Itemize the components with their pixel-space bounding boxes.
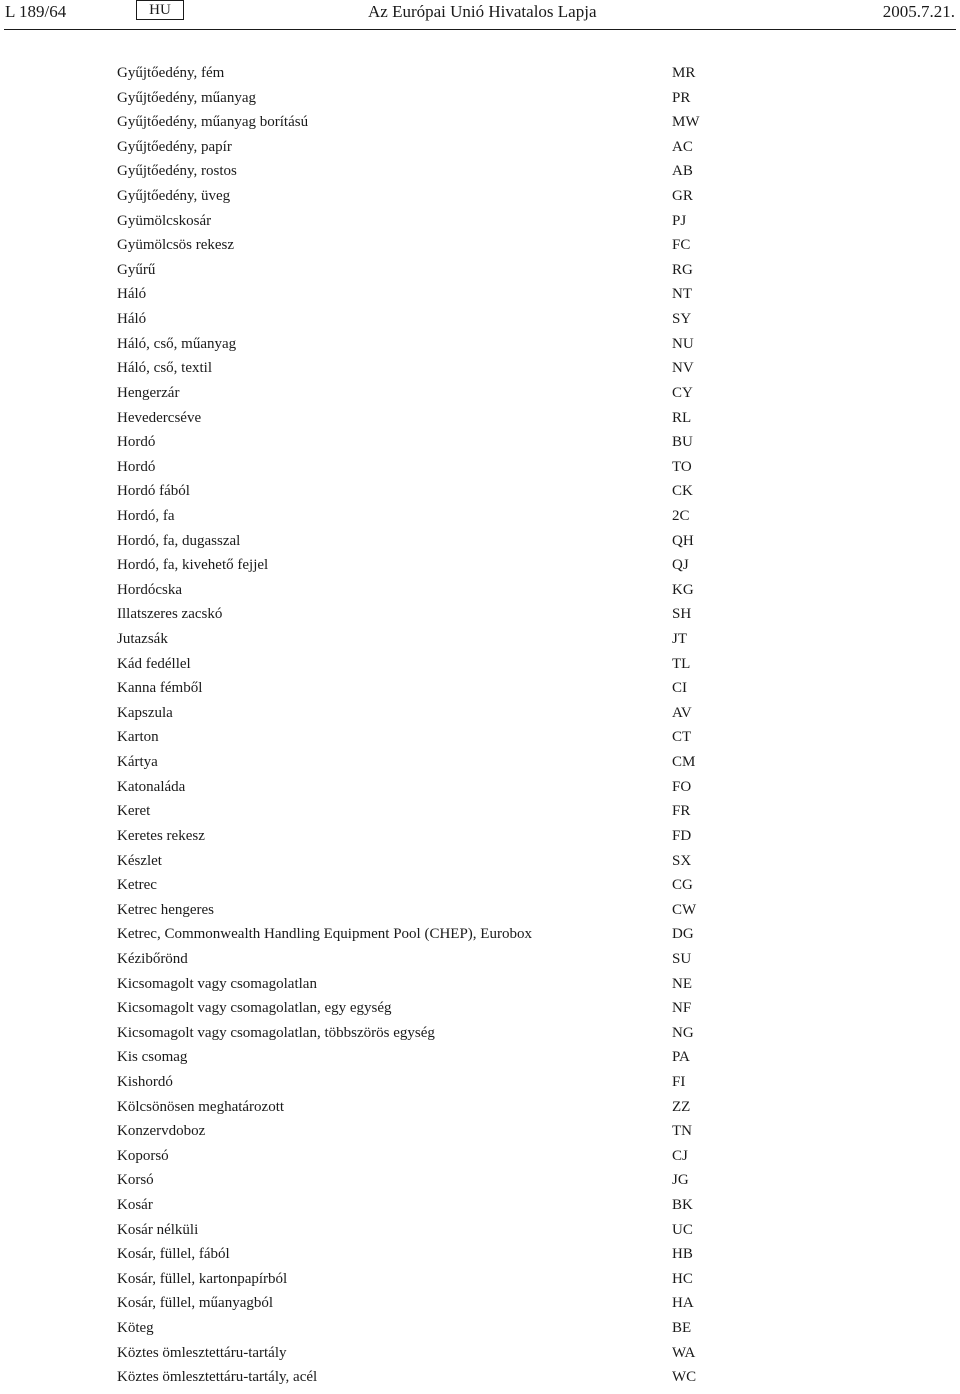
package-description: Kézibőrönd xyxy=(117,950,188,967)
table-row xyxy=(0,1099,960,1124)
table-row xyxy=(0,237,960,262)
package-code: WA xyxy=(672,1344,696,1361)
package-code: TO xyxy=(672,458,692,475)
language-badge: HU xyxy=(136,0,184,20)
package-description: Gyümölcskosár xyxy=(117,212,212,229)
package-description: Gyűjtőedény, műanyag xyxy=(117,89,256,106)
table-row xyxy=(0,1222,960,1247)
packaging-code-table xyxy=(0,65,960,1394)
package-code: PJ xyxy=(672,212,687,229)
package-description: Hordó fából xyxy=(117,483,190,500)
package-description: Keretes rekesz xyxy=(117,827,205,844)
package-description: Kicsomagolt vagy csomagolatlan xyxy=(117,975,317,992)
table-row xyxy=(0,877,960,902)
package-description: Katonaláda xyxy=(117,778,186,795)
table-row xyxy=(0,779,960,804)
package-code: QJ xyxy=(672,557,689,574)
package-description: Kölcsönösen meghatározott xyxy=(117,1098,285,1115)
table-row xyxy=(0,976,960,1001)
package-description: Keret xyxy=(117,803,151,820)
package-description: Illatszeres zacskó xyxy=(117,606,223,623)
package-code: SY xyxy=(672,311,692,328)
package-code: 2C xyxy=(672,507,690,524)
package-code: JG xyxy=(672,1172,689,1189)
package-description: Hevedercséve xyxy=(117,409,202,426)
package-code: SH xyxy=(672,606,692,623)
package-code: FO xyxy=(672,778,692,795)
package-code: AC xyxy=(672,138,693,155)
table-row xyxy=(0,803,960,828)
package-code: CI xyxy=(672,680,687,697)
package-description: Kosár, füllel, kartonpapírból xyxy=(117,1270,288,1287)
table-row xyxy=(0,1271,960,1296)
package-code: CW xyxy=(672,901,697,918)
package-code: RG xyxy=(672,261,693,278)
package-description: Gyűjtőedény, rostos xyxy=(117,163,237,180)
table-row xyxy=(0,90,960,115)
package-description: Kishordó xyxy=(117,1073,173,1090)
package-description: Gyümölcsös rekesz xyxy=(117,237,235,254)
package-code: TL xyxy=(672,655,691,672)
package-code: GR xyxy=(672,188,693,205)
table-row xyxy=(0,336,960,361)
package-description: Kapszula xyxy=(117,704,173,721)
package-code: BK xyxy=(672,1197,693,1214)
package-description: Kosár, füllel, műanyagból xyxy=(117,1295,274,1312)
package-description: Hordó xyxy=(117,458,156,475)
package-description: Kanna fémből xyxy=(117,680,203,697)
package-description: Köztes ömlesztettáru-tartály xyxy=(117,1344,287,1361)
package-description: Háló, cső, műanyag xyxy=(117,335,237,352)
table-row xyxy=(0,188,960,213)
package-code: JT xyxy=(672,631,687,648)
table-row xyxy=(0,1074,960,1099)
table-row xyxy=(0,508,960,533)
table-row xyxy=(0,286,960,311)
package-code: CG xyxy=(672,877,693,894)
package-code: NF xyxy=(672,1000,692,1017)
package-description: Kosár xyxy=(117,1197,153,1214)
package-description: Jutazsák xyxy=(117,631,168,648)
package-description: Köztes ömlesztettáru-tartály, acél xyxy=(117,1369,318,1386)
table-row xyxy=(0,1197,960,1222)
table-row xyxy=(0,410,960,435)
package-code: FI xyxy=(672,1073,686,1090)
package-code: SX xyxy=(672,852,692,869)
package-description: Kis csomag xyxy=(117,1049,188,1066)
package-description: Hordó xyxy=(117,434,156,451)
table-row xyxy=(0,139,960,164)
package-description: Gyűjtőedény, fém xyxy=(117,65,225,81)
table-row xyxy=(0,631,960,656)
package-code: FR xyxy=(672,803,691,820)
package-code: TN xyxy=(672,1123,692,1140)
table-row xyxy=(0,1320,960,1345)
package-code: AB xyxy=(672,163,693,180)
package-code: PA xyxy=(672,1049,690,1066)
table-row xyxy=(0,1000,960,1025)
table-row xyxy=(0,951,960,976)
package-description: Hordó, fa, dugasszal xyxy=(117,532,241,549)
package-description: Kosár, füllel, fából xyxy=(117,1246,230,1263)
table-row xyxy=(0,459,960,484)
table-row xyxy=(0,705,960,730)
package-description: Karton xyxy=(117,729,159,746)
package-description: Konzervdoboz xyxy=(117,1123,206,1140)
package-description: Koporsó xyxy=(117,1147,169,1164)
table-row xyxy=(0,1148,960,1173)
package-description: Kicsomagolt vagy csomagolatlan, többszörös egység xyxy=(117,1024,435,1041)
package-code: CT xyxy=(672,729,692,746)
package-description: Gyűjtőedény, műanyag borítású xyxy=(117,114,309,131)
package-description: Kicsomagolt vagy csomagolatlan, egy egység xyxy=(117,1000,392,1017)
page-reference: L 189/64 xyxy=(5,2,67,21)
package-code: KG xyxy=(672,581,694,598)
table-row xyxy=(0,311,960,336)
package-code: MR xyxy=(672,65,696,81)
table-row xyxy=(0,1246,960,1271)
package-description: Hordócska xyxy=(117,581,182,598)
package-code: ZZ xyxy=(672,1098,691,1115)
table-row xyxy=(0,926,960,951)
table-row xyxy=(0,483,960,508)
table-row xyxy=(0,1345,960,1370)
table-row xyxy=(0,754,960,779)
package-code: CY xyxy=(672,384,693,401)
package-code: HC xyxy=(672,1270,693,1287)
table-row xyxy=(0,1123,960,1148)
package-code: HA xyxy=(672,1295,694,1312)
package-code: DG xyxy=(672,926,694,943)
table-row xyxy=(0,360,960,385)
package-code: NV xyxy=(672,360,694,377)
publication-date: 2005.7.21. xyxy=(882,2,955,21)
package-code: WC xyxy=(672,1369,697,1386)
package-code: BU xyxy=(672,434,693,451)
package-description: Készlet xyxy=(117,852,162,869)
package-code: PR xyxy=(672,89,691,106)
table-row xyxy=(0,582,960,607)
table-row xyxy=(0,853,960,878)
package-description: Hordó, fa xyxy=(117,507,175,524)
package-code: CJ xyxy=(672,1147,688,1164)
package-code: FC xyxy=(672,237,691,254)
package-code: AV xyxy=(672,704,692,721)
package-code: RL xyxy=(672,409,692,426)
table-row xyxy=(0,1172,960,1197)
page-header xyxy=(0,0,960,30)
package-description: Gyűjtőedény, üveg xyxy=(117,188,231,205)
table-row xyxy=(0,1295,960,1320)
package-code: NG xyxy=(672,1024,694,1041)
table-row xyxy=(0,262,960,287)
package-description: Háló xyxy=(117,286,147,303)
table-row xyxy=(0,385,960,410)
package-code: FD xyxy=(672,827,692,844)
package-description: Háló xyxy=(117,311,147,328)
table-row xyxy=(0,213,960,238)
journal-title: Az Európai Unió Hivatalos Lapja xyxy=(368,2,597,21)
table-row xyxy=(0,557,960,582)
table-row xyxy=(0,1025,960,1050)
header-divider xyxy=(4,29,956,30)
package-description: Gyűjtőedény, papír xyxy=(117,138,232,155)
table-row xyxy=(0,114,960,139)
package-description: Kártya xyxy=(117,754,158,771)
table-row xyxy=(0,1049,960,1074)
package-code: SU xyxy=(672,950,692,967)
table-row xyxy=(0,163,960,188)
package-code: MW xyxy=(672,114,700,131)
table-row xyxy=(0,65,960,90)
package-description: Hengerzár xyxy=(117,384,180,401)
table-row xyxy=(0,533,960,558)
package-code: CK xyxy=(672,483,693,500)
table-row xyxy=(0,434,960,459)
package-code: NU xyxy=(672,335,694,352)
table-row xyxy=(0,729,960,754)
package-description: Háló, cső, textil xyxy=(117,360,212,377)
package-description: Ketrec xyxy=(117,877,157,894)
package-description: Kosár nélküli xyxy=(117,1221,199,1238)
table-row xyxy=(0,656,960,681)
table-row xyxy=(0,828,960,853)
package-code: QH xyxy=(672,532,694,549)
package-code: BE xyxy=(672,1320,692,1337)
package-code: NE xyxy=(672,975,692,992)
package-code: UC xyxy=(672,1221,693,1238)
package-description: Ketrec hengeres xyxy=(117,901,215,918)
table-row xyxy=(0,606,960,631)
package-description: Gyűrű xyxy=(117,261,156,278)
package-description: Korsó xyxy=(117,1172,154,1189)
package-description: Hordó, fa, kivehető fejjel xyxy=(117,557,269,574)
table-row xyxy=(0,1369,960,1394)
package-description: Kád fedéllel xyxy=(117,655,191,672)
table-row xyxy=(0,680,960,705)
package-code: CM xyxy=(672,754,696,771)
package-code: NT xyxy=(672,286,692,303)
package-description: Köteg xyxy=(117,1320,154,1337)
package-description: Ketrec, Commonwealth Handling Equipment Pool (CHEP), Eurobox xyxy=(117,926,532,943)
package-code: HB xyxy=(672,1246,693,1263)
table-row xyxy=(0,902,960,927)
